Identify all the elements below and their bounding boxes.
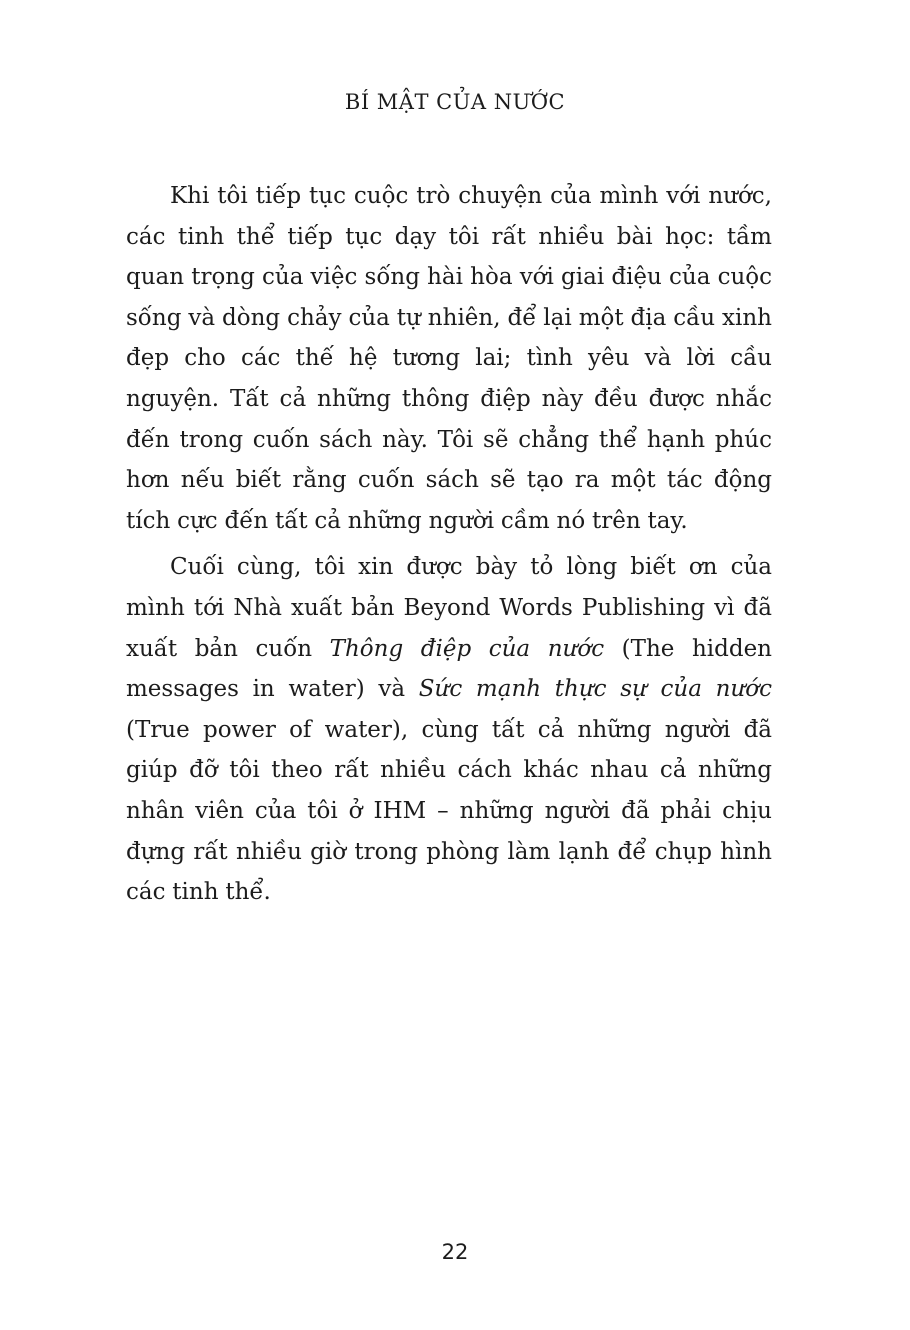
running-title: BÍ MẬT CỦA NƯỚC: [344, 90, 566, 114]
paragraph-2: [126, 547, 772, 912]
paragraph-2-part-1: Cuối cùng, tôi xin được bày tỏ lòng biết ơn của mình tới Nhà xuất bản Beyond Words Publishing vì đã xuất bản cuốn: [126, 554, 772, 662]
paragraph-2-part-3: (True power of water), cùng tất cả những người đã giúp đỡ tôi theo rất nhiều cách khác nhau cả những nhân viên của tôi ở IHM – những người đã phải chịu đựng rất nhiều giờ trong phòng làm lạnh để chụp hình các tinh thể.: [126, 716, 772, 906]
paragraph-2-part-2: (The hidden messages in water) và: [126, 635, 772, 703]
book-title-true-power: Sức mạnh thực sự của nước: [418, 676, 773, 703]
page-number: 22: [441, 1240, 469, 1264]
paragraph-1: Khi tôi tiếp tục cuộc trò chuyện của mình với nước, các tinh thể tiếp tục dạy tôi rất nhiều bài học: tầm quan trọng của việc sống hài hòa với giai điệu của cuộc sống và dòng chảy của tự nhiên, để lại một địa cầu xinh đẹp cho các thế hệ tương lai; tình yêu và lời cầu nguyện. Tất cả những thông điệp này đều được nhắc đến trong cuốn sách này. Tôi sẽ chẳng thể hạnh phúc hơn nếu biết rằng cuốn sách sẽ tạo ra một tác động tích cực đến tất cả những người cầm nó trên tay.: [126, 183, 772, 534]
body-text: [126, 176, 772, 913]
book-title-hidden-messages: Thông điệp của nước: [329, 635, 605, 662]
